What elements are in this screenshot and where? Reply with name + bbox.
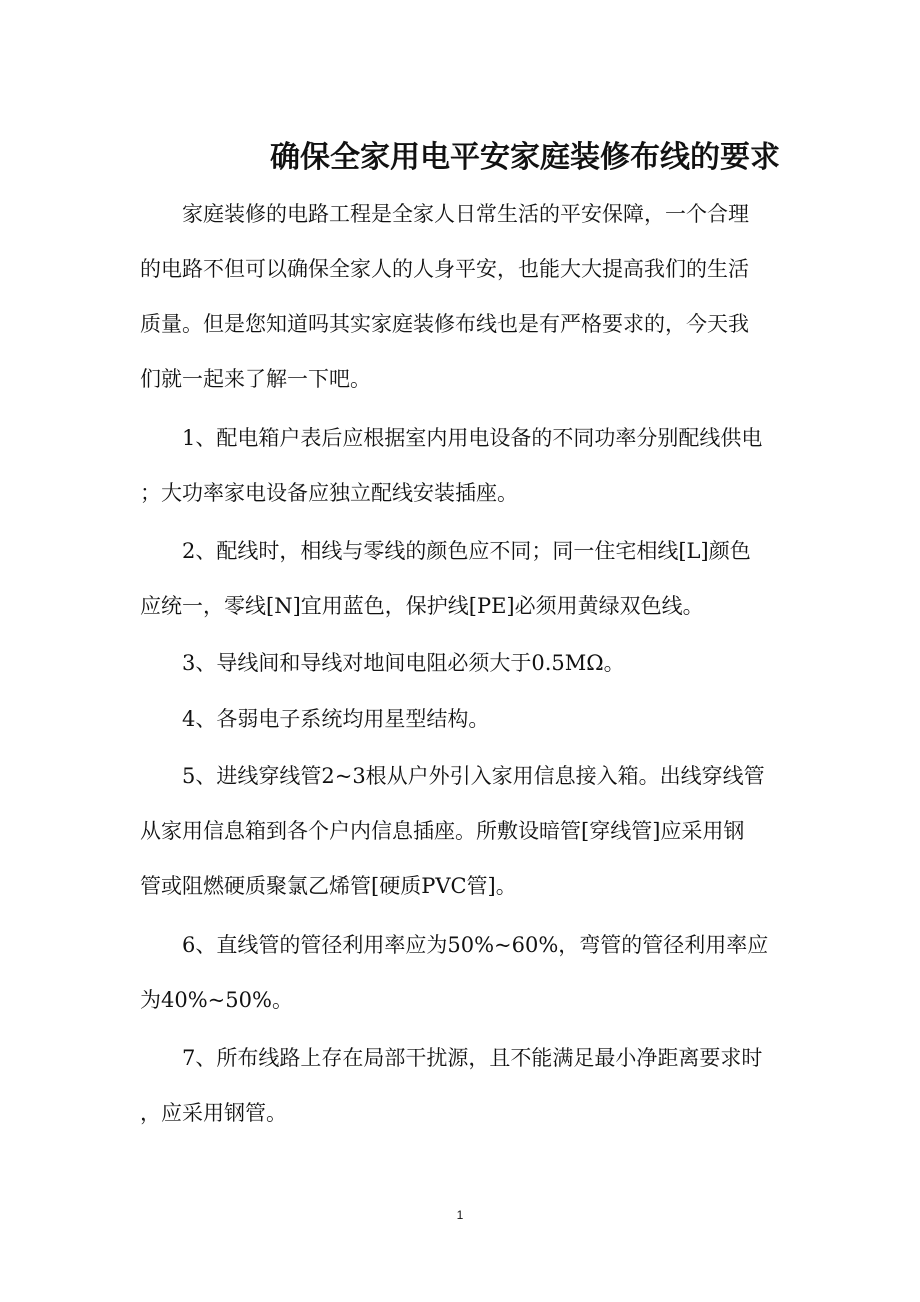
paragraph-line: 3、导线间和导线对地间电阻必须大于0.5MΩ。 (140, 651, 625, 675)
paragraph-item-6 (140, 918, 780, 1028)
page-number: 1 (456, 1208, 464, 1222)
paragraph-item-3 (140, 636, 780, 691)
document-title: 确保全家用电平安家庭装修布线的要求 (270, 140, 780, 176)
paragraph-line: 4、各弱电子系统均用星型结构。 (140, 707, 490, 731)
paragraph-line: 5、进线穿线管2~3根从户外引入家用信息接入箱。出线穿线管 (140, 764, 765, 788)
paragraph-line: 1、配电箱户表后应根据室内用电设备的不同功率分别配线供电 (140, 426, 763, 450)
paragraph-line: 6、直线管的管径利用率应为50%~60%，弯管的管径利用率应 (140, 933, 769, 957)
paragraph-line: 7、所布线路上存在局部干扰源，且不能满足最小净距离要求时 (140, 1046, 763, 1070)
paragraph-line: 质量。但是您知道吗其实家庭装修布线也是有严格要求的，今天我 (140, 312, 749, 336)
paragraph-line: 2、配线时，相线与零线的颜色应不同；同一住宅相线[L]颜色 (140, 539, 751, 563)
paragraph-intro (140, 187, 780, 407)
paragraph-item-5 (140, 749, 780, 914)
paragraph-line: 家庭装修的电路工程是全家人日常生活的平安保障，一个合理 (140, 202, 749, 226)
paragraph-line: ；大功率家电设备应独立配线安装插座。 (140, 481, 518, 505)
paragraph-item-7 (140, 1031, 780, 1141)
paragraph-line: 为40%~50%。 (140, 988, 293, 1012)
paragraph-line: 的电路不但可以确保全家人的人身平安，也能大大提高我们的生活 (140, 257, 749, 281)
paragraph-line: 管或阻燃硬质聚氯乙烯管[硬质PVC管]。 (140, 874, 517, 898)
paragraph-item-1 (140, 411, 780, 521)
paragraph-line: 从家用信息箱到各个户内信息插座。所敷设暗管[穿线管]应采用钢 (140, 819, 745, 843)
paragraph-item-4 (140, 692, 780, 747)
paragraph-line: ，应采用钢管。 (140, 1101, 287, 1125)
paragraph-line: 应统一，零线[N]宜用蓝色，保护线[PE]必须用黄绿双色线。 (140, 594, 704, 618)
paragraph-line: 们就一起来了解一下吧。 (140, 367, 371, 391)
paragraph-item-2 (140, 524, 780, 634)
